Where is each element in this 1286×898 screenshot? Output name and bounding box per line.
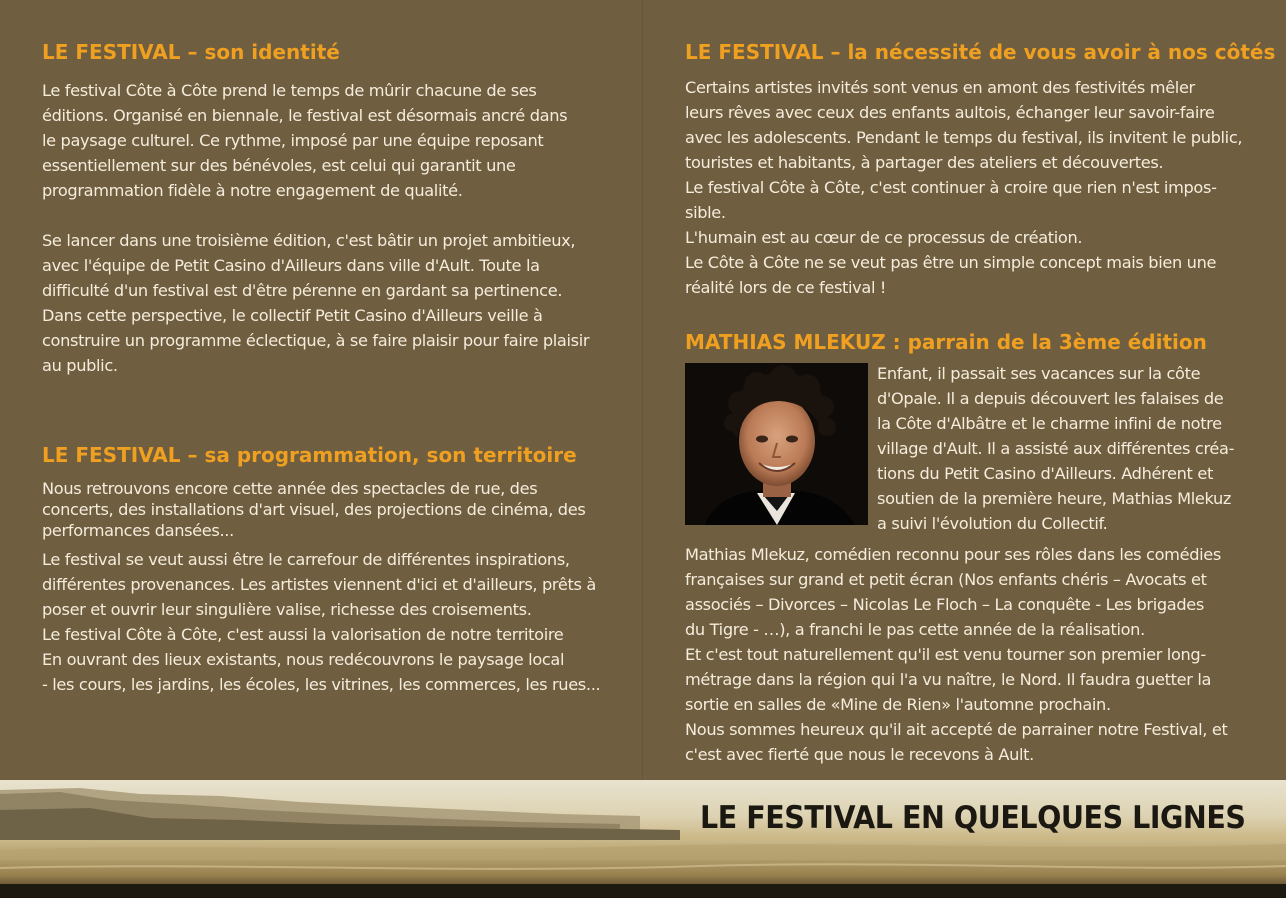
parrain-paragraph-1 bbox=[685, 542, 1247, 642]
identity-paragraph-1 bbox=[42, 78, 604, 203]
text-line: Le festival Côte à Côte, c'est continuer à croire que rien n'est impos- bbox=[685, 178, 1217, 197]
text-line: éditions. Organisé en biennale, le festival est désormais ancré dans bbox=[42, 106, 568, 125]
text-line: Nous sommes heureux qu'il ait accepté de parrainer notre Festival, et bbox=[685, 720, 1228, 739]
text-line: touristes et habitants, à partager des ateliers et découvertes. bbox=[685, 153, 1164, 172]
text-line: au public. bbox=[42, 356, 118, 375]
text-line: Le festival Côte à Côte prend le temps de mûrir chacune de ses bbox=[42, 81, 537, 100]
text-line: - les cours, les jardins, les écoles, les vitrines, les commerces, les rues... bbox=[42, 675, 601, 694]
text-line: le paysage culturel. Ce rythme, imposé par une équipe reposant bbox=[42, 131, 544, 150]
cliff-landscape-illustration bbox=[0, 780, 1286, 898]
text-line: du Tigre - …), a franchi le pas cette année de la réalisation. bbox=[685, 620, 1145, 639]
parrain-body-text bbox=[685, 542, 1247, 767]
text-line: a suivi l'évolution du Collectif. bbox=[877, 514, 1108, 533]
portrait-photo-illustration bbox=[685, 363, 868, 525]
text-line: Nous retrouvons encore cette année des spectacles de rue, des bbox=[42, 479, 538, 498]
right-page bbox=[685, 38, 1276, 356]
text-line: leurs rêves avec ceux des enfants aultois, échanger leur savoir-faire bbox=[685, 103, 1215, 122]
necessite-paragraph-2 bbox=[685, 175, 1247, 225]
text-line: concerts, des installations d'art visuel, des projections de cinéma, des bbox=[42, 500, 586, 519]
text-line: Se lancer dans une troisième édition, c'est bâtir un projet ambitieux, bbox=[42, 231, 576, 250]
parrain-side-text bbox=[877, 361, 1247, 536]
text-line: construire un programme éclectique, à se faire plaisir pour faire plaisir bbox=[42, 331, 590, 350]
text-line: Et c'est tout naturellement qu'il est venu tourner son premier long- bbox=[685, 645, 1206, 664]
text-line: Enfant, il passait ses vacances sur la côte bbox=[877, 364, 1201, 383]
necessite-paragraph-3 bbox=[685, 225, 1247, 250]
programme-paragraph-3 bbox=[42, 622, 604, 697]
text-line: difficulté d'un festival est d'être pérenne en gardant sa pertinence. bbox=[42, 281, 563, 300]
text-line: la Côte d'Albâtre et le charme infini de notre bbox=[877, 414, 1222, 433]
text-line: Certains artistes invités sont venus en amont des festivités mêler bbox=[685, 78, 1195, 97]
parrain-side-paragraph bbox=[877, 361, 1247, 536]
parrain-paragraph-3 bbox=[685, 717, 1247, 767]
footer-banner bbox=[0, 780, 1286, 898]
text-line: Mathias Mlekuz, comédien reconnu pour ses rôles dans les comédies bbox=[685, 545, 1221, 564]
left-page bbox=[42, 38, 604, 697]
necessite-heading: LE FESTIVAL – la nécessité de vous avoir à nos côtés bbox=[685, 40, 1276, 64]
text-line: c'est avec fierté que nous le recevons à Ault. bbox=[685, 745, 1034, 764]
text-line: essentiellement sur des bénévoles, est celui qui garantit une bbox=[42, 156, 516, 175]
text-line: avec les adolescents. Pendant le temps du festival, ils invitent le public, bbox=[685, 128, 1243, 147]
text-line: sortie en salles de «Mine de Rien» l'automne prochain. bbox=[685, 695, 1111, 714]
identity-paragraph-2 bbox=[42, 228, 604, 378]
text-line: Le festival Côte à Côte, c'est aussi la valorisation de notre territoire bbox=[42, 625, 564, 644]
text-line: En ouvrant des lieux existants, nous redécouvrons le paysage local bbox=[42, 650, 565, 669]
text-line: Le Côte à Côte ne se veut pas être un simple concept mais bien une bbox=[685, 253, 1217, 272]
parrain-paragraph-2 bbox=[685, 642, 1247, 717]
banner-title: LE FESTIVAL EN QUELQUES LIGNES bbox=[700, 800, 1246, 836]
programme-paragraph-1 bbox=[42, 478, 604, 541]
text-line: réalité lors de ce festival ! bbox=[685, 278, 887, 297]
text-line: françaises sur grand et petit écran (Nos enfants chéris – Avocats et bbox=[685, 570, 1207, 589]
text-line: poser et ouvrir leur singulière valise, richesse des croisements. bbox=[42, 600, 532, 619]
text-line: village d'Ault. Il a assisté aux différentes créa- bbox=[877, 439, 1235, 458]
necessite-paragraph-1 bbox=[685, 75, 1247, 175]
parrain-heading: MATHIAS MLEKUZ : parrain de la 3ème édition bbox=[685, 330, 1207, 354]
text-line: différentes provenances. Les artistes viennent d'ici et d'ailleurs, prêts à bbox=[42, 575, 596, 594]
programme-paragraph-2 bbox=[42, 547, 604, 622]
necessite-paragraph-4 bbox=[685, 250, 1247, 300]
programme-heading: LE FESTIVAL – sa programmation, son territoire bbox=[42, 443, 577, 467]
text-line: avec l'équipe de Petit Casino d'Ailleurs dans ville d'Ault. Toute la bbox=[42, 256, 540, 275]
text-line: soutien de la première heure, Mathias Mlekuz bbox=[877, 489, 1232, 508]
text-line: tions du Petit Casino d'Ailleurs. Adhérent et bbox=[877, 464, 1213, 483]
page-fold bbox=[642, 0, 643, 780]
text-line: sible. bbox=[685, 203, 726, 222]
text-line: L'humain est au cœur de ce processus de création. bbox=[685, 228, 1083, 247]
text-line: programmation fidèle à notre engagement de qualité. bbox=[42, 181, 463, 200]
text-line: d'Opale. Il a depuis découvert les falaises de bbox=[877, 389, 1224, 408]
text-line: performances dansées... bbox=[42, 521, 234, 540]
text-line: métrage dans la région qui l'a vu naître, le Nord. Il faudra guetter la bbox=[685, 670, 1212, 689]
text-line: Le festival se veut aussi être le carrefour de différentes inspirations, bbox=[42, 550, 570, 569]
text-line: associés – Divorces – Nicolas Le Floch – La conquête - Les brigades bbox=[685, 595, 1204, 614]
text-line: Dans cette perspective, le collectif Petit Casino d'Ailleurs veille à bbox=[42, 306, 543, 325]
identity-heading: LE FESTIVAL – son identité bbox=[42, 40, 340, 64]
portrait-photo bbox=[685, 363, 868, 525]
